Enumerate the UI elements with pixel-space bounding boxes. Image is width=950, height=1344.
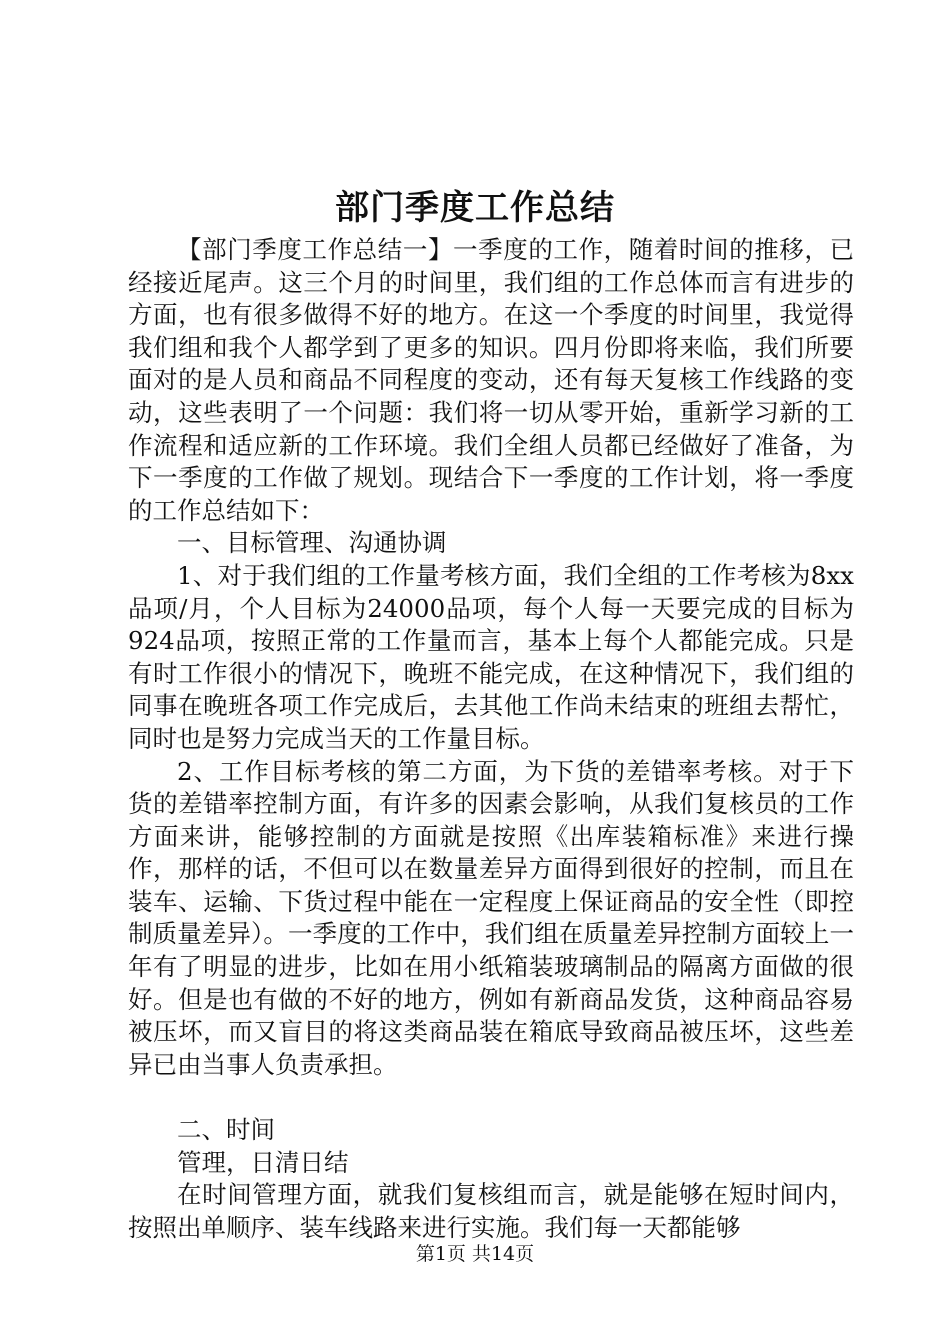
paragraph-workload: 1、对于我们组的工作量考核方面，我们全组的工作考核为8xx品项/月，个人目标为24000品项，每个人每一天要完成的目标为924品项，按照正常的工作量而言，基本上每个人都能完成。只是有时工作很小的情况下，晚班不能完成，在这种情况下，我们组的同事在晚班各项工作完成后，去其他工作尚未结束的班组去帮忙，同时也是努力完成当天的工作量目标。 (128, 560, 854, 753)
section-subheading-time: 管理，日清日结 (177, 1147, 349, 1177)
paragraph-time-management: 在时间管理方面，就我们复核组而言，就是能够在短时间内，按照出单顺序、装车线路来进行实施。我们每一天都能够 (128, 1180, 854, 1242)
page-number-footer: 第1页 共14页 (415, 1243, 535, 1265)
document-title: 部门季度工作总结 (335, 188, 615, 228)
paragraph-error-rate: 2、工作目标考核的第二方面，为下货的差错率考核。对于下货的差错率控制方面，有许多的因素会影响，从我们复核员的工作方面来讲，能够控制的方面就是按照《出库装箱标准》来进行操作，那样的话，不但可以在数量差异方面得到很好的控制，而且在装车、运输、下货过程中能在一定程度上保证商品的安全性（即控制质量差异）。一季度的工作中，我们组在质量差异控制方面较上一年有了明显的进步，比如在用小纸箱装玻璃制品的隔离方面做的很好。但是也有做的不好的地方，例如有新商品发货，这种商品容易被压坏，而又盲目的将这类商品装在箱底导致商品被压坏，这些差异已由当事人负责承担。 (128, 756, 854, 1079)
intro-paragraph: 【部门季度工作总结一】一季度的工作，随着时间的推移，已经接近尾声。这三个月的时间里，我们组的工作总体而言有进步的方面，也有很多做得不好的地方。在这一个季度的时间里，我觉得我们组和我个人都学到了更多的知识。四月份即将来临，我们所要面对的是人员和商品不同程度的变动，还有每天复核工作线路的变动，这些表明了一个问题：我们将一切从零开始，重新学习新的工作流程和适应新的工作环境。我们全组人员都已经做好了准备，为下一季度的工作做了规划。现结合下一季度的工作计划，将一季度的工作总结如下： (128, 235, 854, 525)
section-heading-time: 二、时间 (177, 1115, 275, 1145)
section-heading-goals: 一、目标管理、沟通协调 (177, 528, 447, 558)
paragraph-spacer (128, 1081, 854, 1114)
document-body (128, 234, 854, 1244)
